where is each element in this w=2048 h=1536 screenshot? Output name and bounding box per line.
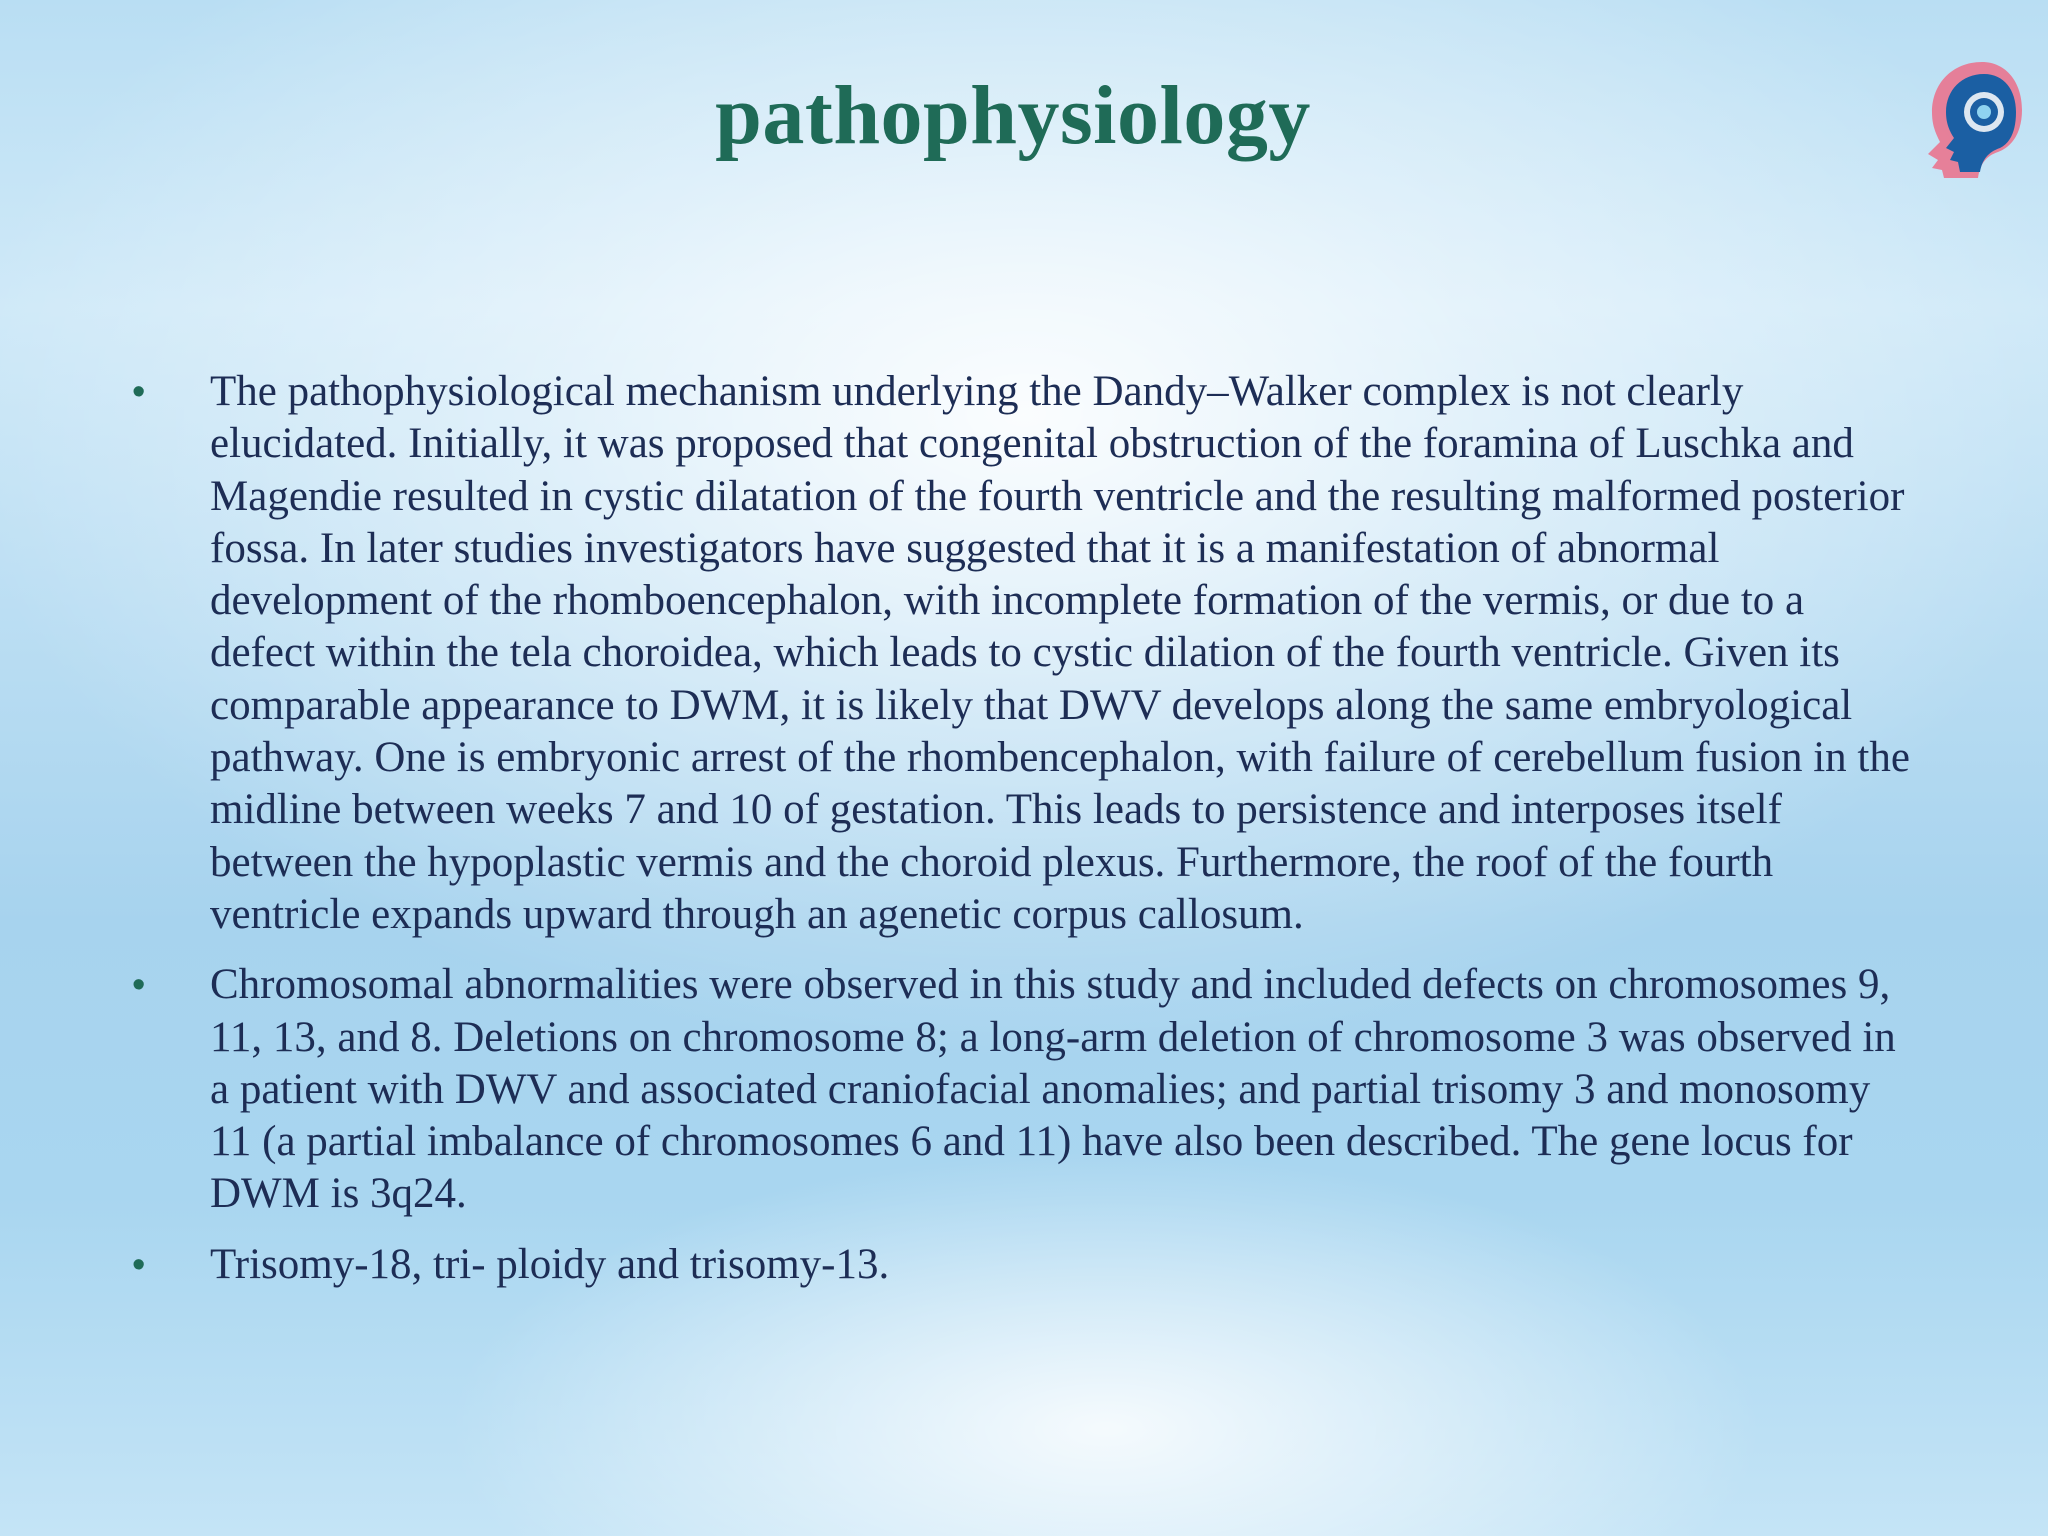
- head-profile-icon-svg: [1920, 54, 2030, 180]
- bullet-list: [130, 366, 1910, 1309]
- list-item: [130, 959, 1910, 1220]
- bullet-text: Chromosomal abnormalities were observed in this study and included defects on chromosomes 9, 11, 13, and 8. Deletions on chromosome 8; a long-arm deletion of chromosome 3 was observed in a patient with DWV and associated craniofacial anomalies; and partial trisomy 3 and monosomy 11 (a partial imbalance of chromosomes 6 and 11) have also been described. The gene locus for DWM is 3q24.: [210, 961, 1896, 1218]
- list-item: [130, 366, 1910, 941]
- slide-title: pathophysiology: [715, 69, 1311, 162]
- list-item: [130, 1239, 1910, 1291]
- bullet-text: The pathophysiological mechanism underlying the Dandy–Walker complex is not clearly elucidated. Initially, it was proposed that congenital obstruction of the foramina of Luschka and Magendie resulted in cystic dilatation of the fourth ventricle and the resulting malformed posterior fossa. In later studies investigators have suggested that it is a manifestation of abnormal development of the rhomboencephalon, with incomplete formation of the vermis, or due to a defect within the tela choroidea, which leads to cystic dilation of the fourth ventricle. Given its comparable appearance to DWM, it is likely that DWV develops along the same embryological pathway. One is embryonic arrest of the rhombencephalon, with failure of cerebellum fusion in the midline between weeks 7 and 10 of gestation. This leads to persistence and interposes itself between the hypoplastic vermis and the choroid plexus. Furthermore, the roof of the fourth ventricle expands upward through an agenetic corpus callosum.: [210, 368, 1910, 938]
- bullet-marker: •: [132, 371, 146, 413]
- bullet-text: Trisomy-18, tri- ploidy and trisomy-13.: [210, 1240, 890, 1288]
- head-profile-icon: [1920, 54, 2030, 180]
- bullet-marker: •: [132, 964, 146, 1007]
- bullet-marker: •: [132, 1243, 146, 1286]
